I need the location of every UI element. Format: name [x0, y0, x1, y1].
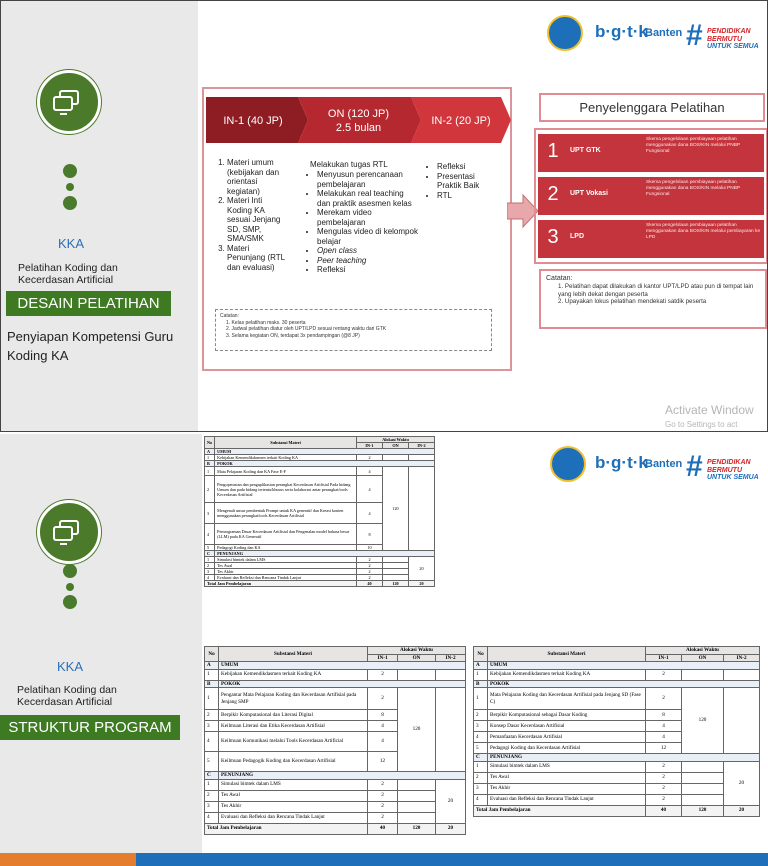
row-no: 2 — [205, 563, 215, 569]
row-materi: Evaluasi dan Refleksi dan Rencana Tindak Lanjut — [488, 794, 646, 805]
col-header-in2: IN-2 — [436, 654, 466, 662]
row-in1: 2 — [646, 761, 682, 772]
catatan-title: Catatan: — [220, 313, 239, 319]
provider-catatan-box — [539, 269, 767, 329]
catatan-item: 2. Jadwal pelatihan diatur oleh UPT/LPD sesuai rentang waktu dari GTK — [226, 326, 387, 332]
section-code: C — [205, 772, 219, 780]
slide-struktur-program — [0, 434, 768, 866]
row-in1: 2 — [368, 688, 398, 710]
provider-desc: Skema pengelolaan pembiayaan pelatihan menggunakan dana BOS/KIN melalui PNBP Fungsional — [646, 137, 741, 154]
row-materi: Tes Awal — [219, 790, 368, 801]
row-in2: 20 — [436, 779, 466, 823]
total-in2: 20 — [436, 823, 466, 834]
row-materi: Simulasi bimtek dalam LMS — [488, 761, 646, 772]
timeline-dot — [66, 183, 74, 191]
row-in1: 2 — [646, 688, 682, 710]
in2-item: • RTL — [437, 191, 495, 201]
timeline-dot — [66, 583, 74, 591]
col-header-on: ON — [383, 443, 409, 449]
kka-title: KKA — [56, 659, 83, 674]
subtitle-line2: Kecerdasan Artificial — [17, 696, 113, 708]
row-materi: Keilmuan Literasi dan Etika Kecerdasan Artifisial — [219, 721, 368, 732]
tagline-line2: Koding KA — [7, 348, 69, 363]
total-on: 120 — [682, 805, 724, 816]
subtitle-line2: Kecerdasan Artificial — [18, 274, 114, 286]
col-header-no: No — [205, 647, 219, 662]
row-in1: 2 — [368, 812, 398, 823]
provider-catatan-item: 2. Upayakan lokus pelatihan mendekati satdik peserta — [558, 298, 707, 305]
total-label: Total Jam Pembelajaran — [205, 823, 368, 834]
tagline-line1: Penyiapan Kompetensi Guru — [7, 329, 174, 344]
in2-item: • Refleksi — [437, 162, 495, 172]
row-materi: Pedagogi Koding dan Kecerdasan Artifisial — [488, 743, 646, 754]
row-materi: Kebijakan Kemendikdasmen terkait Koding KA — [215, 455, 357, 461]
provider-label: LPD — [570, 233, 584, 240]
logo-line1: PENDIDIKAN — [707, 28, 751, 35]
row-materi: Simulasi bimtek dalam LMS — [215, 557, 357, 563]
struktur-table-sd — [473, 646, 760, 817]
row-no: 1 — [474, 761, 488, 772]
in2-list — [427, 162, 495, 200]
col-header-in2: IN-2 — [724, 654, 760, 662]
section-banner: STRUKTUR PROGRAM — [0, 715, 180, 740]
row-in1: 10 — [357, 545, 383, 551]
row-no: 4 — [205, 575, 215, 581]
total-on: 120 — [398, 823, 436, 834]
row-materi: Pengoperasian dan pengaplikasian perangkat Kecerdasan Artifisial Pada bidang Umum dan pada bidang tertentu/khusus serta kolaborasi antar perangkat/tools Kecerdasan Artifisial — [215, 476, 357, 503]
hashtag-logo-icon: # — [686, 450, 703, 483]
row-in1: 8 — [368, 710, 398, 721]
section-code: B — [205, 680, 219, 688]
phase-in1-label: IN-1 (40 JP) — [223, 115, 283, 127]
row-materi: Tes Akhir — [488, 783, 646, 794]
col-header-alokasi: Alokasi Waktu — [646, 647, 760, 655]
row-no: 2 — [205, 790, 219, 801]
row-in1: 2 — [357, 563, 383, 569]
total-in1: 40 — [646, 805, 682, 816]
bgtk-logo-text: b·g·t·k — [595, 22, 648, 41]
tut-wuri-logo-icon — [547, 15, 583, 51]
total-in1: 40 — [368, 823, 398, 834]
col-header-materi: Substansi Materi — [215, 437, 357, 449]
row-materi: Evaluasi dan Refleksi dan Rencana Tindak Lanjut — [219, 812, 368, 823]
on-intro: Melakukan tugas RTL — [310, 160, 388, 169]
row-in1: 4 — [368, 721, 398, 732]
phase-in2-label: IN-2 (20 JP) — [431, 115, 491, 127]
row-no: 2 — [474, 710, 488, 721]
row-materi: Keilmuan Pedagogik Koding dan Kecerdasan Artifisial — [219, 752, 368, 772]
row-no: 2 — [205, 476, 215, 503]
row-on: 120 — [682, 688, 724, 754]
row-no: 3 — [474, 721, 488, 732]
row-in1: 2 — [646, 669, 682, 680]
banten-text: Banten — [645, 458, 683, 470]
row-materi: Konsep Dasar Kecerdasan Artifisial — [488, 721, 646, 732]
sidebar-panel — [0, 434, 202, 866]
row-materi: Simulasi bimtek dalam LMS — [219, 779, 368, 790]
row-no: 1 — [205, 779, 219, 790]
row-in1: 4 — [368, 732, 398, 752]
on-item: • Open class — [317, 246, 419, 256]
col-header-no: No — [205, 437, 215, 449]
timeline-dot — [63, 196, 77, 210]
section-code: A — [205, 662, 219, 670]
row-in2: 20 — [724, 761, 760, 805]
total-label: Total Jam Pembelajaran — [205, 581, 357, 587]
row-no: 1 — [205, 669, 219, 680]
row-in1: 8 — [357, 524, 383, 545]
col-header-materi: Substansi Materi — [488, 647, 646, 662]
in2-item: • Presentasi Praktik Baik — [437, 172, 495, 191]
section-code: B — [205, 461, 215, 467]
row-in1: 2 — [368, 790, 398, 801]
logo-line2: BERMUTU — [707, 35, 742, 43]
section-title: POKOK — [488, 680, 760, 688]
row-no: 2 — [474, 772, 488, 783]
pendidikan-bermutu-logo — [707, 459, 759, 482]
logo-line2: BERMUTU — [707, 466, 742, 474]
row-materi: Tes Akhir — [215, 569, 357, 575]
section-title: PENUNJANG — [215, 551, 435, 557]
col-header-alokasi: Alokasi Waktu — [368, 647, 466, 655]
row-on: 120 — [383, 467, 409, 551]
row-materi: Mengenali unsur pembentuk Prompt untuk KA generatif dan Kreasi konten menggunakan perangkat/tools Kecerdasan Artifisial — [215, 503, 357, 524]
row-no: 3 — [205, 569, 215, 575]
bgtk-logo-text: b·g·t·k — [595, 453, 648, 472]
in1-item: 1. Materi umum (kebijakan dan orientasi kegiatan) — [227, 158, 287, 196]
struktur-table-sma — [204, 436, 435, 587]
row-materi: Tes Awal — [488, 772, 646, 783]
tagline — [7, 327, 173, 365]
row-in1: 4 — [646, 721, 682, 732]
timeline-dot — [63, 164, 77, 178]
row-in1: 2 — [646, 794, 682, 805]
row-materi: Tes Akhir — [219, 801, 368, 812]
provider-desc: Skema pengelolaan pembiayaan pelatihan menggunakan dana BOS/KIN melalui pembayaran ke LPD — [646, 223, 761, 240]
row-materi: Kebijakan Kemendikdasmen terkait Koding KA — [488, 669, 646, 680]
monitor-stack-icon — [37, 500, 101, 564]
banten-text: Banten — [645, 27, 683, 39]
logo-line3: UNTUK SEMUA — [707, 474, 759, 481]
catatan-box — [215, 309, 492, 351]
subtitle-line1: Pelatihan Koding dan — [18, 262, 118, 274]
provider-catatan-title: Catatan: — [546, 275, 573, 282]
logo-line1: PENDIDIKAN — [707, 459, 751, 466]
row-no: 1 — [205, 455, 215, 461]
col-header-alokasi: Alokasi Waktu — [357, 437, 435, 443]
section-title: PENUNJANG — [488, 754, 760, 762]
provider-item-upt-gtk — [538, 134, 764, 172]
provider-desc: Skema pengelolaan pembiayaan pelatihan menggunakan dana BOS/KIN melalui PNBP Fungsional — [646, 180, 741, 197]
row-in1: 4 — [357, 503, 383, 524]
provider-catatan-item: 1. Pelatihan dapat dilakukan di kantor UPT/LPD atau pun di tempat lain yang lebih dekat dengan peserta — [558, 283, 754, 298]
row-no: 3 — [205, 721, 219, 732]
catatan-item: 3. Selama kegiatan ON, terdapat 3x pendampingan (@8 JP) — [226, 332, 360, 339]
col-header-in2: IN-2 — [409, 443, 435, 449]
on-item: • Merekam video pembelajaran — [317, 208, 419, 227]
row-in1: 2 — [357, 569, 383, 575]
row-in1: 2 — [357, 575, 383, 581]
monitor-stack-icon — [37, 70, 101, 134]
timeline-dot — [63, 564, 77, 578]
provider-label: UPT GTK — [570, 147, 601, 154]
row-no: 4 — [205, 524, 215, 545]
on-item: • Melakukan real teaching dan praktik asesmen kelas — [317, 189, 419, 208]
row-no: 5 — [205, 752, 219, 772]
row-materi: Pedagogi Koding dan KA — [215, 545, 357, 551]
hashtag-logo-icon: # — [686, 19, 703, 52]
row-materi: Keilmuan Komunikasi melalui Tools Kecerdasan Artificial — [219, 732, 368, 752]
row-no: 1 — [205, 557, 215, 563]
row-materi: Tes Awal — [215, 563, 357, 569]
row-no: 2 — [205, 710, 219, 721]
row-no: 1 — [474, 669, 488, 680]
row-materi: Berpikir Komputasional dan Literasi Digital — [219, 710, 368, 721]
row-in1: 4 — [357, 476, 383, 503]
col-header-on: ON — [682, 654, 724, 662]
row-materi: Mata Pelajaran Koding dan KA Fase E-F — [215, 467, 357, 476]
row-no: 1 — [474, 688, 488, 710]
row-in1: 12 — [368, 752, 398, 772]
row-in1: 2 — [357, 455, 383, 461]
row-in2: 20 — [409, 557, 435, 581]
activate-windows-hint: Go to Settings to act — [665, 420, 738, 429]
section-title: UMUM — [488, 662, 760, 670]
col-header-in1: IN-1 — [646, 654, 682, 662]
row-no: 5 — [205, 545, 215, 551]
row-in1: 4 — [646, 732, 682, 743]
logo-line3: UNTUK SEMUA — [707, 43, 759, 50]
provider-item-lpd — [538, 220, 764, 258]
row-no: 3 — [474, 783, 488, 794]
kka-title: KKA — [57, 236, 84, 251]
row-in1: 2 — [357, 557, 383, 563]
row-no: 4 — [205, 732, 219, 752]
section-code: B — [474, 680, 488, 688]
row-no: 5 — [474, 743, 488, 754]
total-label: Total Jam Pembelajaran — [474, 805, 646, 816]
provider-item-upt-vokasi — [538, 177, 764, 215]
on-item: • Mengulas video di kelompok belajar — [317, 227, 419, 246]
activate-windows-watermark: Activate Window — [665, 403, 754, 417]
section-title: UMUM — [215, 449, 435, 455]
phase-on-label: ON (120 JP) — [327, 108, 390, 120]
row-in1: 8 — [646, 710, 682, 721]
footer-accent-blue — [136, 853, 768, 866]
section-title: UMUM — [219, 662, 466, 670]
row-in1: 2 — [368, 779, 398, 790]
section-code: C — [205, 551, 215, 557]
row-materi: Mata Pelajaran Koding dan Kecerdasan Artifisial pada Jenjang SD (Fase C) — [488, 688, 646, 710]
col-header-on: ON — [398, 654, 436, 662]
total-in2: 20 — [409, 581, 435, 587]
section-title: POKOK — [215, 461, 435, 467]
row-no: 3 — [205, 503, 215, 524]
total-in2: 20 — [724, 805, 760, 816]
row-materi: Pemanfaatan Kecerdasan Artifisial — [488, 732, 646, 743]
provider-number: 3 — [547, 226, 559, 248]
provider-title: Penyelenggara Pelatihan — [539, 93, 765, 122]
subtitle-line1: Pelatihan Koding dan — [17, 684, 117, 696]
catatan-item: 1. Kelas pelatihan maks. 30 peserta — [226, 319, 306, 326]
row-materi: Evaluasi dan Refleksi dan Rencana Tindak Lanjut — [215, 575, 357, 581]
row-no: 1 — [205, 688, 219, 710]
total-on: 120 — [383, 581, 409, 587]
total-in1: 40 — [357, 581, 383, 587]
row-materi: Pemrograman Dasar Kecerdasan Artifisial dan Pengenalan model bahasa besar (LLM) pada KA Generatif — [215, 524, 357, 545]
row-no: 1 — [205, 467, 215, 476]
section-code: A — [474, 662, 488, 670]
section-code: A — [205, 449, 215, 455]
phase-on-duration: 2.5 bulan — [335, 122, 382, 134]
struktur-table-smp — [204, 646, 466, 835]
tut-wuri-logo-icon — [550, 446, 586, 482]
section-banner: DESAIN PELATIHAN — [6, 291, 171, 316]
row-materi: Kebijakan Kemendikdasmen terkait Koding KA — [219, 669, 368, 680]
row-in1: 4 — [357, 467, 383, 476]
provider-number: 1 — [547, 140, 559, 162]
on-list — [307, 170, 419, 275]
on-item: • Peer teaching — [317, 256, 419, 266]
col-header-no: No — [474, 647, 488, 662]
row-in1: 2 — [646, 772, 682, 783]
in1-item: 2. Materi Inti Koding KA sesuai Jenjang SD, SMP, SMA/SMK — [227, 196, 287, 244]
section-code: C — [474, 754, 488, 762]
slide-desain-pelatihan — [0, 0, 768, 432]
row-on: 120 — [398, 688, 436, 772]
pendidikan-bermutu-logo — [707, 28, 759, 51]
provider-label: UPT Vokasi — [570, 190, 608, 197]
row-in1: 2 — [368, 669, 398, 680]
col-header-in1: IN-1 — [357, 443, 383, 449]
section-title: PENUNJANG — [219, 772, 466, 780]
on-item: • Refleksi — [317, 265, 419, 275]
row-in1: 2 — [646, 783, 682, 794]
row-no: 4 — [474, 732, 488, 743]
sidebar-panel — [1, 1, 198, 431]
row-materi: Berpikir Komputasional sebagai Dasar Koding — [488, 710, 646, 721]
in1-list — [215, 158, 287, 272]
row-materi: Pengantar Mata Pelajaran Koding dan Kecerdasan Artifisial pada Jenjang SMP — [219, 688, 368, 710]
in1-item: 3. Materi Penunjang (RTL dan evaluasi) — [227, 244, 287, 273]
provider-number: 2 — [547, 183, 559, 205]
row-no: 4 — [205, 812, 219, 823]
footer-accent-orange — [0, 853, 136, 866]
col-header-in1: IN-1 — [368, 654, 398, 662]
row-no: 4 — [474, 794, 488, 805]
row-in1: 2 — [368, 801, 398, 812]
row-no: 3 — [205, 801, 219, 812]
on-item: • Menyusun perencanaan pembelajaran — [317, 170, 419, 189]
col-header-materi: Substansi Materi — [219, 647, 368, 662]
section-title: POKOK — [219, 680, 466, 688]
row-in1: 12 — [646, 743, 682, 754]
timeline-dot — [63, 595, 77, 609]
